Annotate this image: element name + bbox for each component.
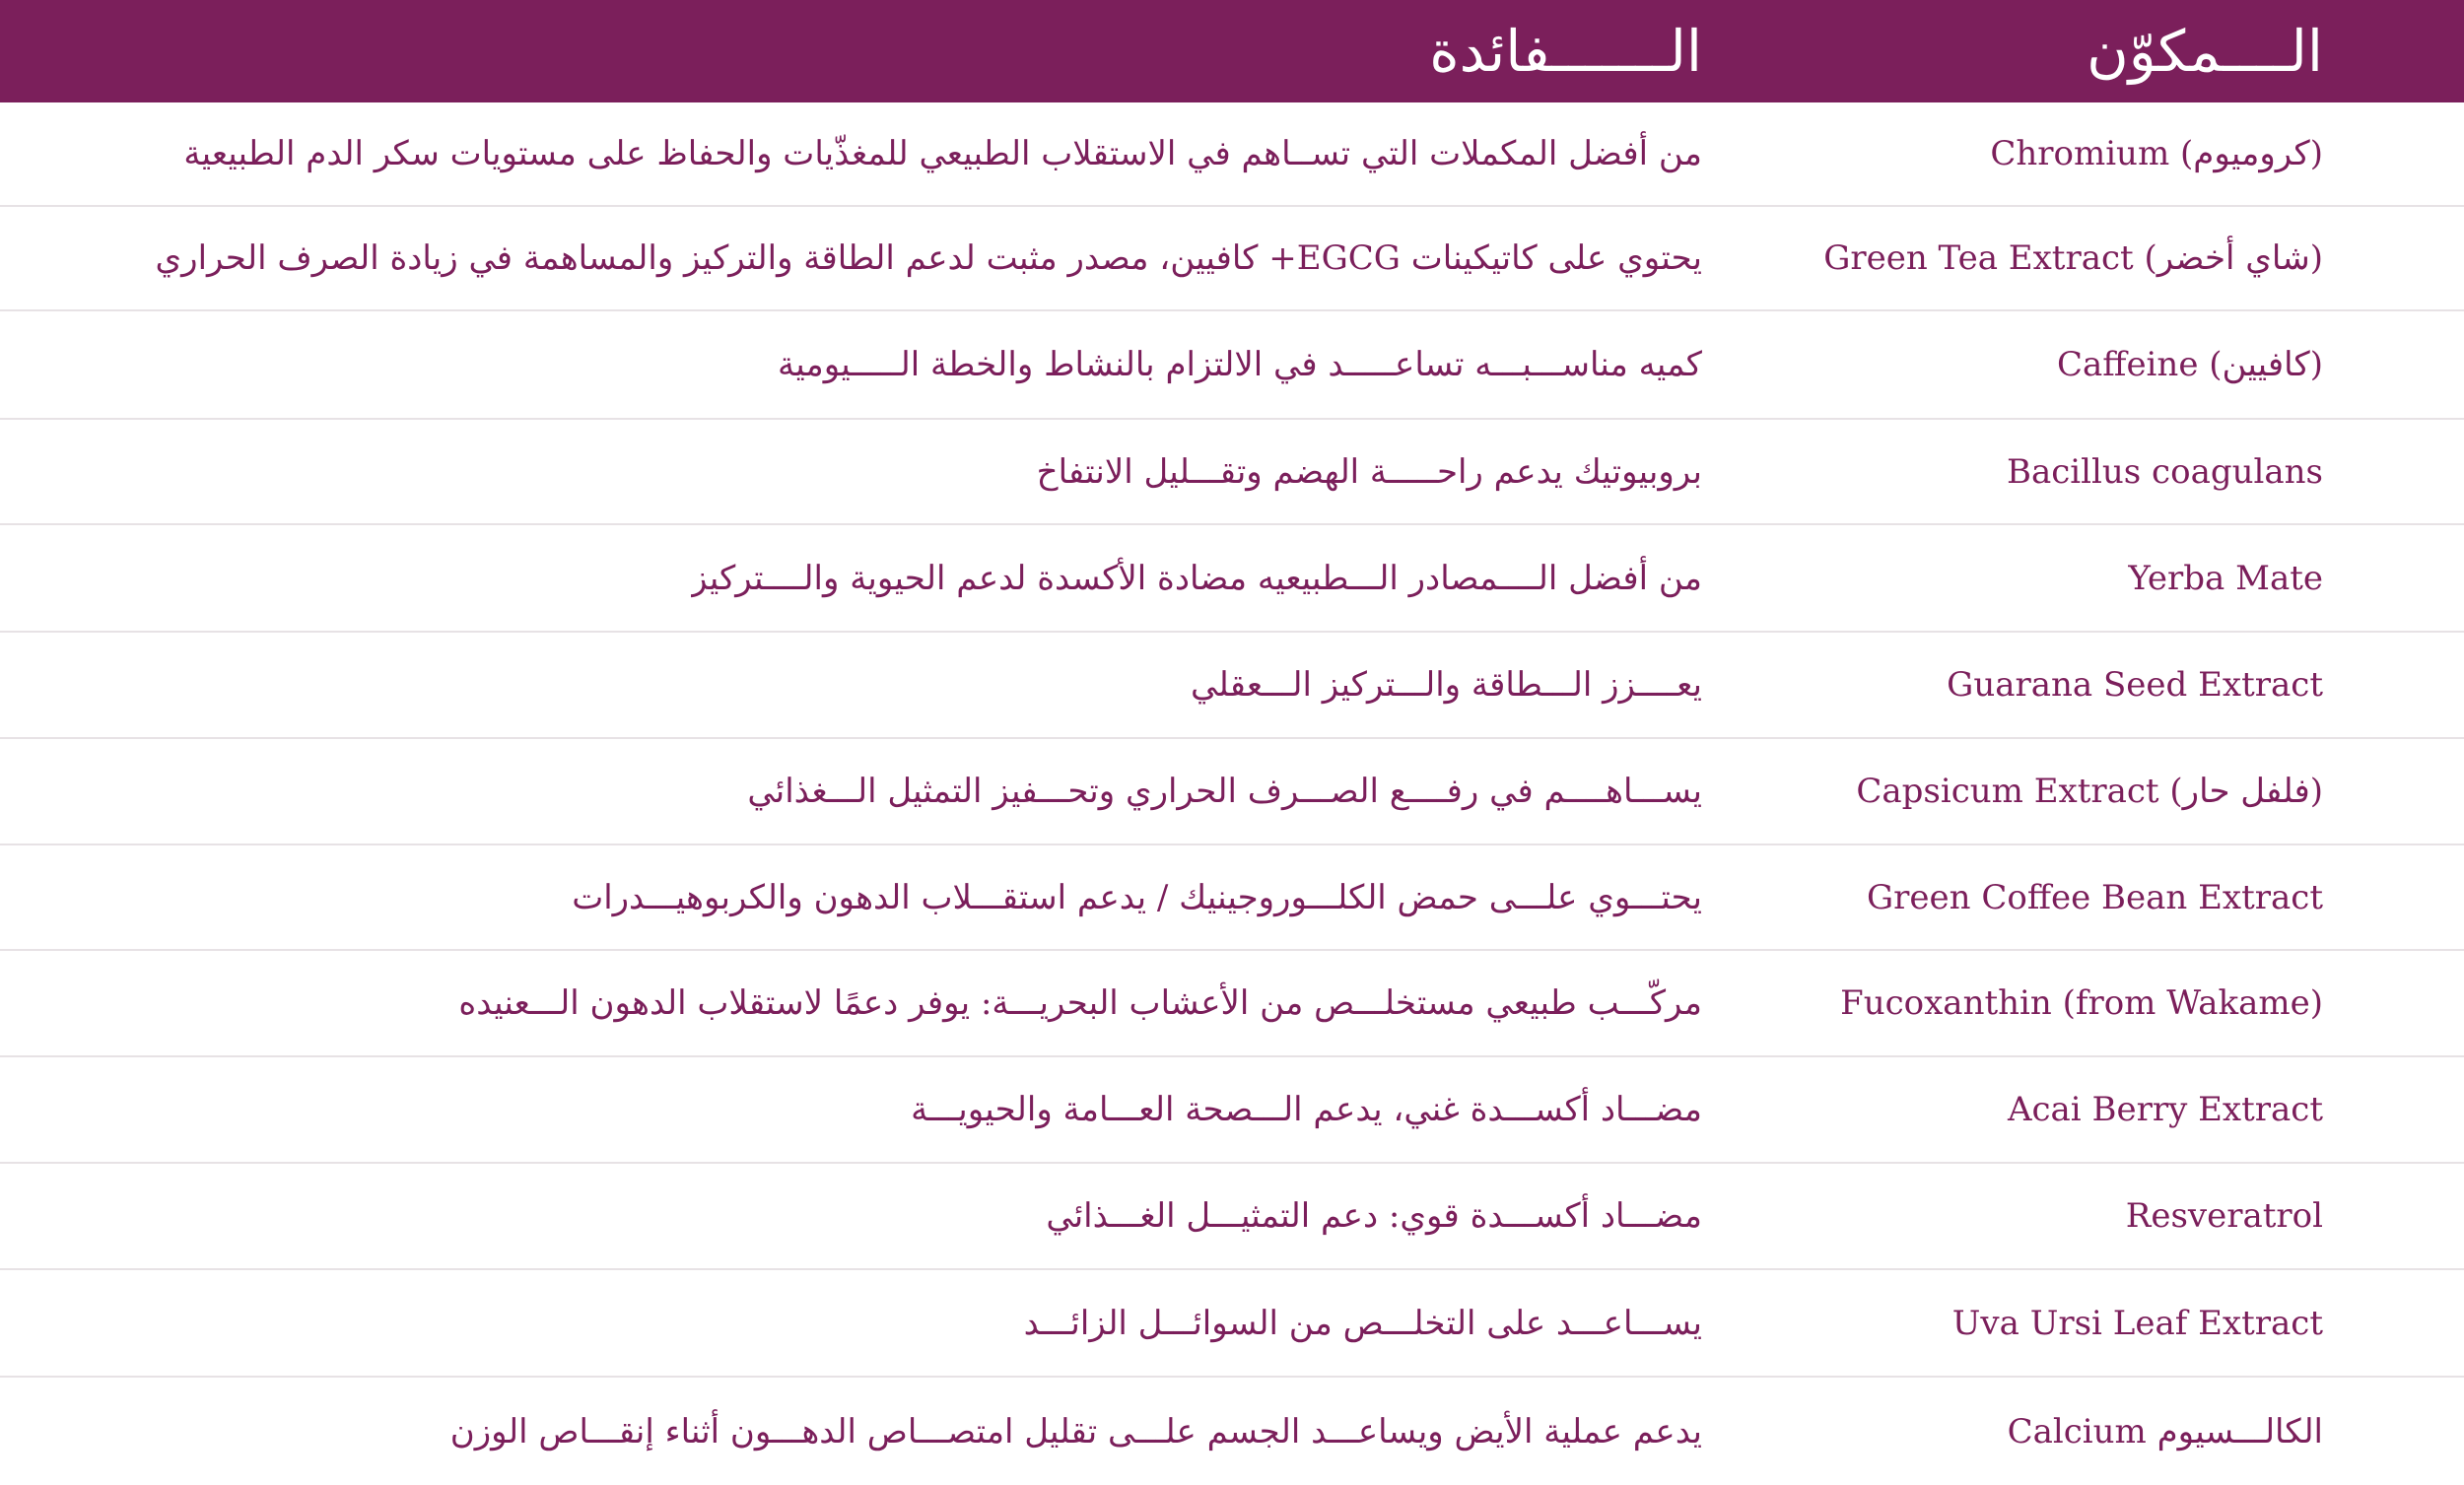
table-row (0, 311, 2464, 420)
table-row (0, 420, 2464, 525)
table-row (0, 951, 2464, 1057)
table-row (0, 845, 2464, 951)
benefit-cell: بروبيوتيك يدعم راحـــــة الهضم وتقـــليل الانتفاخ (1036, 451, 1702, 492)
ingredient-cell: Caffeine (كافيين) (2057, 345, 2323, 384)
table-row (0, 525, 2464, 633)
benefit-cell: مضـــاد أكســـدة قوي: دعم التمثيـــل الغـــذائي (1046, 1196, 1702, 1236)
ingredient-cell: Guarana Seed Extract (1947, 665, 2323, 705)
table-row (0, 102, 2464, 207)
ingredient-cell: Capsicum Extract (فلفل حار) (1856, 772, 2323, 811)
table-row (0, 1057, 2464, 1164)
benefit-cell: يســـاهــــم في رفــــع الصـــرف الحراري وتحـــفيز التمثيل الـــغذائي (747, 772, 1702, 811)
benefit-cell: من أفضل الــــمصادر الـــطبيعيه مضادة الأكسدة لدعم الحيوية والــــتركيز (691, 558, 1702, 598)
benefit-cell: يعــــزز الـــطاقة والـــتركيز الـــعقلي (1191, 665, 1702, 705)
ingredient-cell: Yerba Mate (2128, 558, 2323, 598)
benefit-cell: يدعم عملية الأيض ويساعـــد الجسم علـــى تقليل امتصـــاص الدهـــون أثناء إنقـــاص الوزن (449, 1411, 1702, 1451)
ingredient-cell: Chromium (كروميوم) (1990, 134, 2323, 173)
benefit-cell: من أفضل المكملات التي تســاهم في الاستقلاب الطبيعي للمغذّيات والحفاظ على مستويات سكر الدم الطبيعية (183, 134, 1702, 173)
benefit-cell: يحتوي على كاتيكينات EGCG+ كافيين، مصدر مثبت لدعم الطاقة والتركيز والمساهمة في زيادة الصرف الحراري (155, 238, 1702, 278)
table-row (0, 207, 2464, 311)
benefit-column-header: الـــــــفائدة (1429, 18, 1702, 85)
ingredient-cell: Green Tea Extract (شاي أخضر) (1823, 238, 2323, 278)
ingredient-cell: Acai Berry Extract (2007, 1090, 2323, 1129)
ingredient-cell: Green Coffee Bean Extract (1866, 877, 2323, 917)
table-row (0, 1378, 2464, 1485)
ingredient-cell: Fucoxanthin (from Wakame) (1840, 983, 2323, 1023)
table-row (0, 1270, 2464, 1378)
benefit-cell: مركّـــب طبيعي مستخلـــص من الأعشاب البحريـــة: يوفر دعمًا لاستقلاب الدهون الـــعنيده (458, 983, 1702, 1023)
ingredient-cell: Bacillus coagulans (2006, 451, 2323, 492)
table-row (0, 739, 2464, 845)
benefit-cell: يحتـــوي علـــى حمض الكلـــوروجينيك / يدعم استقـــلاب الدهون والكربوهيـــدرات (572, 877, 1702, 917)
ingredient-cell: Uva Ursi Leaf Extract (1951, 1303, 2323, 1343)
benefit-cell: كميه مناســـبـــه تساعـــــد في الالتزام بالنشاط والخطة الـــــيومية (778, 345, 1702, 384)
benefit-cell: مضـــاد أكســـدة غني، يدعم الـــصحة العـــامة والحيويـــة (911, 1090, 1702, 1129)
table-header (0, 0, 2464, 102)
table-row (0, 1164, 2464, 1270)
ingredient-column-header: الــــمكوّن (2087, 18, 2323, 85)
table-row (0, 633, 2464, 739)
ingredient-cell: Resveratrol (2125, 1196, 2323, 1236)
benefit-cell: يســـاعـــد على التخلـــص من السوائـــل الزائـــد (1023, 1303, 1702, 1343)
ingredient-cell: Calcium الكالـــسيوم (2007, 1411, 2323, 1451)
